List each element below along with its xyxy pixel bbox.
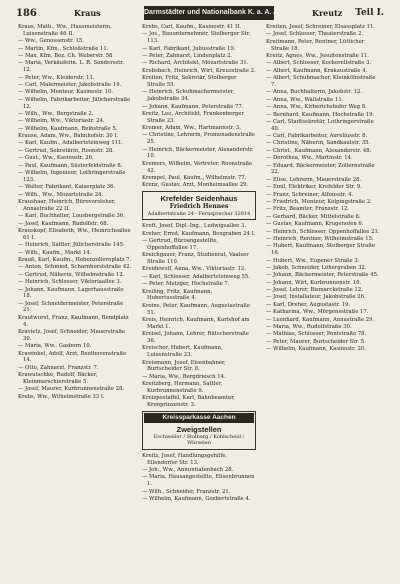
- directory-entry: — Jos., Bauunternehmer, Stolberger Str. 113.: [142, 31, 251, 45]
- left-keyword: Kraus: [74, 8, 101, 18]
- directory-entry: — Johann, Bäckermeister, Peterstraße 45.: [266, 272, 379, 279]
- directory-entry: — Heinrich, Bäckermeister, Alexanderstr. 10.: [142, 146, 254, 160]
- directory-entry: Kraushaar, Heinrich, Bürovorsteher, Annastraße 22 II.: [18, 199, 116, 212]
- directory-entry: Krempel, Paul, Kaufm., Wilhelmstr. 77.: [142, 175, 247, 182]
- directory-entry: Kraus, Math., Ww., Hausmeisterin, Luisenstraße 46 II.: [18, 24, 112, 37]
- directory-entry: — Wilh., Kaufm., Markt 14.: [18, 249, 92, 256]
- directory-entry: — Joh., Ww., Annuntiatenbach 28.: [142, 467, 234, 474]
- directory-entry: — Johann, Wirt, Kurbrunnenstr. 10.: [266, 279, 362, 286]
- directory-entry: — Wilhelm, Ingenieur, Lothringerstraße 123.: [18, 170, 126, 183]
- directory-entry: — Hubert, Kaufmann, Stolberger Straße 16.: [266, 243, 375, 257]
- directory-entry: — Carl, Fabrikarbeiter, Aureliusstr. 8.: [266, 133, 368, 140]
- advertisement-box: [142, 191, 256, 220]
- directory-entry: — Gertrud, Sekretärin, Roonstr. 28.: [18, 147, 115, 154]
- directory-entry: Kreitz, Leo, Architekt, Frankenberger Straße 23.: [142, 110, 244, 124]
- directory-entry: — Heinrich, Sattler, Jülicherstraße 145.: [18, 242, 125, 249]
- directory-entry: Kreiten, Fritz, Sekretär, Stolberger Straße 55.: [142, 75, 237, 88]
- directory-entry: — Wilhelm, Ww., Viktoriastr. 24.: [18, 118, 105, 125]
- directory-entry: Kreher, Ernst, Kaufmann, Boxgraben 24 I.: [142, 230, 256, 237]
- directory-entry: Kreischer, Hubert, Kaufmann, Luisenstraße 23.: [142, 345, 223, 359]
- directory-entry: — Richard, Architekt, Mozartstraße 31.: [142, 60, 249, 67]
- directory-entry: Krawutschke, Rudolf, Bäcker, Kleinmarschierstraße 5.: [18, 372, 98, 386]
- directory-entry: — Max, Kfm. Bez. Ch. Weberstr. 58: [18, 52, 113, 59]
- directory-entry: Kreis, Heinrich, Kaufmann, Karlshof am Markt 1.: [142, 316, 250, 330]
- directory-entry: Kreiling, Fritz, Kaufmann, Hubertusstraße 4.: [142, 288, 213, 302]
- directory-entry: — Christ., Kaufmann, Alexanderstr. 48.: [266, 147, 372, 154]
- directory-entry: Kreizpostaffel, Karl, Bahnbeamter, Kronprinzenstr. 3.: [142, 395, 235, 409]
- directory-entry: — Fritz, Beamter, Franzstr. 12.: [266, 206, 350, 213]
- directory-entry: Krauß, Karl, Kaufm., Hohenzollernplatz 7.: [18, 256, 132, 263]
- directory-entry: — Anna, Ww., Wallstraße 11.: [266, 96, 344, 103]
- directory-entry: — Josef, Schneidermeister, Peterstraße 21.: [18, 300, 124, 314]
- directory-entry: — Albert, Schuhmacher, Kleinkölnstraße 7.: [266, 75, 376, 88]
- directory-entry: — Jakob, Schneider, Löhergraben 32.: [266, 264, 367, 271]
- directory-entry: — Wilh., Ww., Mozartstraße 24.: [18, 191, 104, 198]
- directory-entry: — Gertrud, Näherin, Wilhelmstraße 12.: [18, 271, 125, 278]
- bank-banner: Darmstädter und Nationalbank K. a. A. Aachen: [144, 6, 274, 20]
- directory-entry: Krebsbach, Heinrich, Wirt, Kreuzstraße 2.: [142, 67, 256, 74]
- directory-entry: — Heinrich, Schlosser, Oppenhoffallee 21.: [266, 228, 380, 235]
- directory-entry: — Wilhelm, Kaufmann, Reihstraße 5.: [18, 125, 118, 132]
- directory-entry: Kreidewolf, Anna, Ww., Viktoriastr. 12.: [142, 266, 246, 273]
- directory-entry: Kreitmann, Peter, Rentner, Lütticher Straße 18.: [266, 38, 365, 52]
- directory-entry: — Hubert, Ww., Eupener Straße 3.: [266, 257, 360, 264]
- column-2: [142, 24, 256, 576]
- directory-entry: — Mathias, Schlosser, Pontstraße 78.: [266, 331, 367, 338]
- directory-entry: — Karl, Schlosser, Adalbertsteinweg 55.: [142, 273, 250, 280]
- directory-entry: — Paul, Kaufmann, Süsterfeldstraße 8.: [18, 162, 123, 169]
- directory-entry: — Anna, Buchhalterin, Jakobstr. 12.: [266, 89, 363, 96]
- directory-entry: — Josef, Lehrer, Bismarckstraße 12.: [266, 287, 363, 294]
- directory-entry: — Anton, Schmied, Scharnhorststraße 42.: [18, 264, 132, 271]
- directory-entry: — Gertrud, Büroangestellte, Oppenhoffallee 17.: [142, 238, 219, 251]
- directory-entry: Kreitzberg, Hermann, Sattler, Kurbrunnenstraße 9.: [142, 381, 223, 394]
- directory-entry: Kremer, Adam, Ww., Hartmannstr. 3.: [142, 125, 241, 132]
- directory-entry: — Wilhelm, Monteur, Kasinostr. 10.: [18, 89, 114, 96]
- directory-entry: — Emil, Elektriker, Krefelder Str. 9.: [266, 184, 362, 191]
- directory-entry: — Carl, Stadtsekretär, Lothringerstraße 40.: [266, 118, 374, 132]
- directory-entry: — Franz, Schreiner, Alfonsstr. 4.: [266, 191, 354, 198]
- directory-entry: — Anna, Ww., Kirberichshofer Weg 8.: [266, 104, 367, 111]
- directory-entry: — Bernhard, Kaufmann, Hochstraße 19.: [266, 111, 375, 118]
- right-keyword: Kreutz: [312, 8, 343, 18]
- directory-entry: Kreichgauer, Franz, Studienrat, Vaalser Straße 110.: [142, 252, 249, 265]
- directory-entry: Kreitz, Josef, Handlungsgehilfe, Eilendorfer Str. 13.: [142, 452, 228, 466]
- directory-entry: — Friedrich, Monteur, Kolpingstraße 2.: [266, 199, 372, 205]
- directory-entry: — Josef, Maurer, Kurbrunnenstraße 28.: [18, 386, 125, 393]
- directory-entry: — Christine, Lehrerin, Promenadenstraße 25.: [142, 132, 256, 146]
- directory-entry: — Karl, Dreher, Augustastr. 19.: [266, 301, 351, 308]
- page-header: [16, 6, 384, 22]
- ad-subtitle: Friedrich Hennes: [169, 203, 229, 211]
- directory-entry: — Ww., Genossenstr. 15.: [18, 38, 84, 45]
- directory-entry: — Albert, Kaufmann, Krakaustraße 4.: [266, 67, 368, 74]
- directory-entry: Krenz, Gustav, Arzt, Monheimsallee 29.: [142, 182, 249, 189]
- directory-entry: — Wilhelm, Fabrikarbeiter, Jülicherstraße 12.: [18, 96, 131, 110]
- directory-entry: Krebs, Carl, Kaufm., Kasinostr. 41 II.: [142, 24, 242, 30]
- directory-entry: — Gust., Ww., Kasinostr. 26.: [18, 155, 94, 162]
- directory-entry: Kreismann, Josef, Eisenbahner, Burtscheider Str. 8.: [142, 359, 226, 373]
- directory-entry: — Christine, Näherin, Sandkaulstr. 35.: [266, 140, 371, 147]
- advertisement-box: [142, 411, 256, 450]
- directory-entry: — Heinrich, Schlosser, Viktoriaallee 3.: [18, 279, 122, 286]
- directory-entry: — Otto, Zahnarzt, Franzstr. 7.: [18, 364, 99, 371]
- directory-entry: — Heinrich, Schuhmachermeister, Jakobstraße 34.: [142, 89, 235, 103]
- directory-entry: Kreiten, Josef, Schreiner, Elsassplatz 11.: [266, 24, 376, 30]
- directory-entry: — Wilhelm, Kaufmann, Kasinostr. 20.: [266, 346, 366, 353]
- directory-entry: Kreisel, Johann, Lehrer, Rütscherstraße 36.: [142, 331, 249, 344]
- directory-entry: — Johann, Kaufmann, Lagerhausstraße 18.: [18, 286, 124, 300]
- directory-entry: Krauskopf, Elisabeth, Ww., Heinrichsallee 61 I.: [18, 227, 131, 241]
- directory-entry: — Peter, Metzger, Hochstraße 7.: [142, 281, 230, 288]
- directory-entry: — Peter, Zahnarzt, Lindenplatz 2.: [142, 52, 233, 59]
- directory-entry: Krawinkel, Adolf, Arzt, Beethovenstraße 14.: [18, 350, 127, 364]
- ad-details: Adalbertstraße 24 · Fernsprecher 32814: [147, 210, 251, 217]
- directory-entry: — Maria, Ww., Rudolfstraße 30.: [266, 324, 352, 331]
- directory-entry: — Wilh., Schneider, Franzstr. 21.: [142, 488, 231, 495]
- directory-entry: — Josef, Kaufmann, Rudolfstr. 68.: [18, 220, 109, 227]
- page-number: 186: [16, 8, 37, 19]
- directory-entry: — Dorothea, Ww., Martinstr. 14.: [266, 155, 353, 162]
- directory-entry: — Wilhelm, Kaufmann, Gozbertstraße 4.: [142, 496, 251, 503]
- directory-entry: — Carl, Malermeister, Jakobstraße 19.: [18, 81, 122, 88]
- directory-entry: — Peter, Maurer, Burtscheider Str. 5.: [266, 338, 366, 345]
- directory-entry: — Karl, Kaufm., Adalbertsteinweg 111.: [18, 140, 124, 147]
- directory-entry: — Martin, Kfm., Schloßstraße 11.: [18, 45, 109, 52]
- ad-title: Kreissparkasse Aachen: [144, 413, 254, 423]
- directory-entry: — Eduard, Bäckermeister, Zollernstraße 22.: [266, 162, 375, 176]
- directory-entry: — Gustav, Kaufmann, Krugenofen 6.: [266, 221, 364, 228]
- column-1: [18, 24, 132, 576]
- ad-details: Eschweiler / Stolberg / Kohlscheid / Würselen: [153, 433, 245, 447]
- ad-title: Krefelder Seidenhaus: [160, 194, 238, 204]
- column-3: [266, 24, 380, 576]
- directory-entry: — Maria, Ww., Gasborn 10.: [18, 343, 92, 350]
- directory-entry: — Heinrich, Rentner, Wilhelmstraße 15.: [266, 235, 374, 242]
- directory-entry: — Maria, Hausangestellte, Elisenbrunnen 1.: [142, 474, 255, 488]
- directory-entry: Krautwurst, Franz, Kaufmann, Bendplatz 4.: [18, 314, 129, 328]
- directory-entry: — Josef, Schlosser, Theaterstraße 2.: [266, 31, 364, 38]
- directory-entry: — Albert, Schlosser, Kockerellstraße 3.: [266, 60, 372, 67]
- directory-entry: — Johann, Kaufmann, Peterstraße 77.: [142, 103, 244, 110]
- directory-entry: — Maria, Verkäuferin. L. R. Sondersstr. 12.: [18, 60, 124, 74]
- directory-entry: Kreitz, Agnes, Ww., Jesuitenstraße 11.: [266, 52, 369, 59]
- directory-entry: Kremers, Wilhelm, Vertreter, Roonstraße 42.: [142, 160, 253, 174]
- directory-entry: — Katharina, Ww., Mörgensstraße 17.: [266, 309, 369, 316]
- directory-entry: — Gerhard, Bäcker, Mittelstraße 8.: [266, 213, 361, 220]
- directory-entry: Kravietz, Josef, Schneider, Mauerstraße 30.: [18, 329, 126, 342]
- directory-entry: — Maria, Ww., Bergdriesch 14.: [142, 373, 226, 380]
- directory-entry: — Leonhard, Kaufmann, Annastraße 29.: [266, 316, 375, 323]
- directory-entry: — Peter, Ww., Kleiderstr. 11.: [18, 74, 95, 81]
- directory-entry: — Karl, Fabrikant, Juliusstraße 19.: [142, 45, 236, 52]
- directory-entry: Kreins, Peter, Kaufmann, Augustastraße 51.: [142, 302, 250, 316]
- directory-entry: — Elise, Lehrerin, Mauerstraße 28.: [266, 176, 362, 183]
- directory-entry: — Josef, Installateur, Jakobstraße 26.: [266, 294, 366, 301]
- page-label: Teil I.: [355, 8, 384, 18]
- directory-entry: Kreft, Josef, Dipl.-Ing., Ludwigsallee 3.: [142, 223, 247, 230]
- directory-entry: — Walter, Fabrikant, Kaiserplatz 36.: [18, 184, 116, 191]
- directory-entry: — Karl, Buchhalter, Lousbergstraße 36.: [18, 213, 125, 220]
- directory-entry: — Wilh., Ww., Bergstraße 2.: [18, 110, 94, 117]
- directory-entry: Krebs, Ww., Wilhelmstraße 33 I.: [18, 393, 105, 400]
- ad-subtitle: Zweigstellen: [176, 424, 222, 434]
- directory-entry: Krause, Adam, Ww., Bahnhofstr. 30 I.: [18, 133, 119, 140]
